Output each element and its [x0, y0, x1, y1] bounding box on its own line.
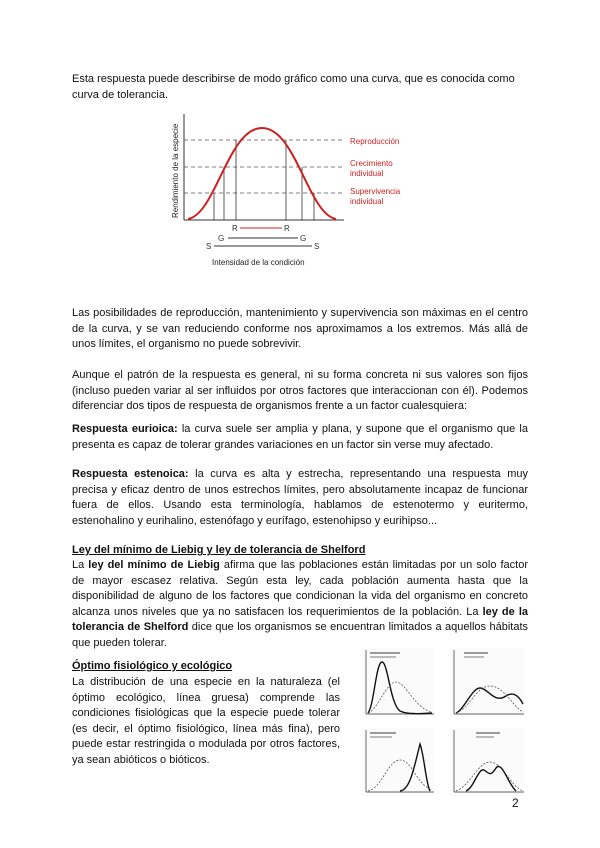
panel-c: [362, 728, 434, 796]
range-g-left: G: [218, 234, 225, 243]
paragraph-estenoica: [72, 467, 528, 529]
text-shelford-body: dice que los organismos se encuentran limitados a aquellos hábitats que pueden tolerar.: [72, 621, 528, 649]
range-r-left: R: [232, 224, 238, 233]
paragraph-eurioica: [72, 422, 528, 453]
text-estenoica: la curva es alta y estrecha, representando una respuesta muy precisa y eficaz dentro de unos estrechos límites, pero absolutamente incapaz de funcionar fuera de ellos. Usando esta terminología, hablamos de estenotermo y euritermo, estenohalino y eurihalino, estenófago y eurífago, estenohipso y eurihipso...: [72, 468, 528, 527]
tolerance-curve-figure: [168, 106, 428, 272]
label-reproduccion: Reproducción: [350, 137, 400, 146]
x-axis-label: Intensidad de la condición: [212, 258, 305, 267]
panel-b: [450, 648, 524, 716]
paragraph-optimo: La distribución de una especie en la naturaleza (el óptimo ecológico, línea gruesa) comprende las condiciones fisiológicas que la especie puede tolerar (es decir, el óptimo fisiológico, línea más fina), pero puede estar restringida o modulada por otros factores, ya sean abióticos o bióticos.: [72, 676, 340, 766]
range-s-left: S: [206, 242, 212, 251]
term-liebig: ley del mínimo de Liebig: [88, 559, 220, 571]
range-s-right: S: [314, 242, 320, 251]
text-liebig-body: afirma que las poblaciones están limitadas por un solo factor de mayor escasez relativa. Según esta ley, cada población aumenta hasta que la disponibilidad de alguno de los factores que condicionan la vida del organismo en concreto alcanza unos niveles que ya no satisfacen los requerimientos de la población. La: [72, 559, 529, 618]
optimum-panels-figure: [360, 644, 530, 804]
paragraph-pattern: Aunque el patrón de la respuesta es general, ni su forma concreta ni sus valores son fijos (incluso pueden variar al ser influidos por otros factores que interaccionan con él). Podemos diferenciar dos tipos de respuesta de organismos frente a un factor cualesquiera:: [72, 369, 528, 413]
term-shelford: ley de la tolerancia de Shelford: [72, 605, 528, 634]
panel-a: [362, 648, 434, 716]
intro-paragraph: Esta respuesta puede describirse de modo gráfico como una curva, que es conocida como curva de tolerancia.: [72, 73, 515, 101]
label-supervivencia-2: individual: [350, 197, 384, 206]
range-g-right: G: [300, 234, 307, 243]
paragraph-limits: Las posibilidades de reproducción, mantenimiento y supervivencia son máximas en el centro de la curva, y se van reduciendo conforme nos aproximamos a los extremos. Más allá de unos límites, el organismo no puede sobrevivir.: [72, 307, 528, 351]
y-axis-label: Rendimiento de la especie: [171, 123, 180, 218]
paragraph-liebig-shelford: [72, 558, 528, 652]
text-eurioica: la curva suele ser amplia y plana, y supone que el organismo que la presenta es capaz de tolerar grandes variaciones en un factor sin verse muy afectado.: [72, 423, 528, 451]
term-eurioica: Respuesta eurioica:: [72, 423, 178, 435]
label-crecimiento-1: Crecimiento: [350, 159, 393, 168]
page-number: 2: [512, 796, 519, 810]
panel-d: [450, 728, 524, 796]
range-r-right: R: [284, 224, 290, 233]
term-estenoica: Respuesta estenoica:: [72, 468, 189, 480]
heading-optimo: Óptimo fisiológico y ecológico: [72, 660, 233, 672]
label-supervivencia-1: Supervivencia: [350, 187, 401, 196]
text-la: La: [72, 559, 89, 571]
heading-liebig-shelford: Ley del mínimo de Liebig y ley de tolerancia de Shelford: [72, 544, 366, 556]
label-crecimiento-2: individual: [350, 169, 384, 178]
